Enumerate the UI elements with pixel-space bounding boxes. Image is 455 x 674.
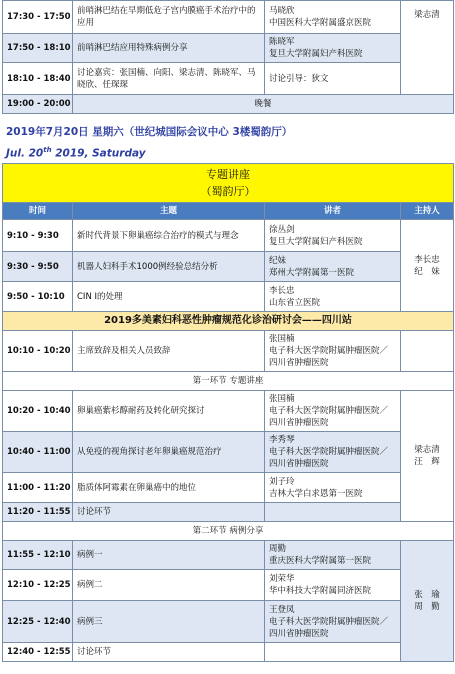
time-cell: 9:50 - 10:10 [3, 282, 73, 312]
speaker-cell [265, 601, 401, 643]
speaker-name: 张国楠 [269, 394, 295, 404]
table-row [3, 220, 454, 252]
speaker-name: 刘子玲 [269, 476, 295, 487]
table-row [3, 570, 454, 601]
topic-cell: 讨论环节 [73, 643, 265, 662]
time-cell: 10:10 - 10:20 [3, 331, 73, 372]
speaker-cell [265, 63, 401, 95]
conference-title: 2019多美素妇科恶性肿瘤规范化诊治研讨会——四川站 [3, 312, 454, 331]
speaker-affiliation: 电子科大医学院附属肿瘤医院／四川省肿瘤医院 [269, 616, 389, 639]
table-row [3, 1, 454, 34]
table-row [3, 34, 454, 63]
speaker-affiliation: 电子科大医学院附属肿瘤医院／四川省肿瘤医院 [269, 447, 389, 469]
host-name: 汪 辉 [414, 457, 440, 467]
speaker-affiliation: 重庆医科大学附属第一医院 [269, 556, 372, 566]
topic-cell: 从免疫的视角探讨老年卵巢癌规范治疗 [73, 432, 265, 473]
lecture-title: 专题讲座 [206, 168, 250, 181]
table-row [3, 643, 454, 662]
topic-cell: 前哨淋巴结在早期低危子宫内膜癌手术治疗中的应用 [73, 1, 265, 34]
time-cell: 11:00 - 11:20 [3, 473, 73, 503]
speaker-cell [265, 503, 401, 522]
speaker-cell [265, 643, 401, 662]
section-row [3, 522, 454, 541]
host-name: 梁志清 [414, 445, 440, 455]
speaker-cell [265, 473, 401, 503]
host-cell: 梁志清 [401, 1, 454, 95]
speaker-cell [265, 282, 401, 312]
topic-cell: CIN I的处理 [73, 282, 265, 312]
topic-cell: 病例一 [73, 541, 265, 570]
date-english-sup: th [43, 146, 52, 154]
col-host: 主持人 [401, 203, 454, 220]
date-heading [2, 120, 453, 158]
section-title: 第一环节 专题讲座 [3, 372, 454, 391]
speaker-affiliation: 山东省立医院 [269, 297, 321, 308]
speaker-name: 王登凤 [269, 604, 295, 615]
col-time: 时间 [3, 203, 73, 220]
speaker-cell [265, 1, 401, 34]
topic-cell: 新时代背景下卵巢癌综合治疗的模式与理念 [73, 220, 265, 252]
host-cell [401, 391, 454, 522]
speaker-cell [265, 541, 401, 570]
topic-cell: 主席致辞及相关人员致辞 [73, 331, 265, 372]
time-cell: 18:10 - 18:40 [3, 63, 73, 95]
col-speaker: 讲者 [265, 203, 401, 220]
time-cell: 10:40 - 11:00 [3, 432, 73, 473]
host-cell [401, 541, 454, 662]
time-cell: 11:55 - 12:10 [3, 541, 73, 570]
speaker-name: 李长忠 [269, 285, 295, 296]
speaker-affiliation: 复旦大学附属妇产科医院 [269, 236, 363, 247]
speaker-cell [265, 252, 401, 282]
speaker-cell [265, 432, 401, 473]
dinner-row [3, 95, 454, 114]
table-row [3, 473, 454, 503]
lecture-header [3, 164, 454, 203]
date-english-suffix: 2019, Saturday [51, 147, 146, 160]
time-cell: 19:00 - 20:00 [3, 95, 73, 114]
section-row [3, 372, 454, 391]
speaker-name: 陈晓军 [269, 37, 295, 47]
lecture-hall: （蜀韵厅） [200, 185, 256, 198]
host-name: 李长忠 [414, 254, 440, 265]
speaker-affiliation: 中国医科大学附属盛京医院 [269, 18, 372, 28]
time-cell: 9:30 - 9:50 [3, 252, 73, 282]
speaker-name: 刘荣华 [269, 574, 295, 584]
speaker-name: 张国楠 [269, 334, 295, 344]
topic-cell: 卵巢癌紫杉醇耐药及转化研究探讨 [73, 391, 265, 432]
date-english-prefix: Jul. 20 [6, 147, 44, 160]
speaker-affiliation: 复旦大学附属妇产科医院 [269, 49, 363, 59]
speaker-affiliation: 电子科大医学院附属肿瘤医院／四川省肿瘤医院 [269, 406, 389, 428]
topic-cell: 机器人妇科手术1000例经验总结分析 [73, 252, 265, 282]
table-row [3, 503, 454, 522]
speaker-cell [265, 34, 401, 63]
speaker-affiliation: 吉林大学白求恩第一医院 [269, 488, 363, 499]
table-row [3, 63, 454, 95]
speaker-cell [265, 331, 401, 372]
table-row [3, 252, 454, 282]
host-name: 张 瑜 [414, 590, 440, 600]
time-cell: 17:50 - 18:10 [3, 34, 73, 63]
topic-cell: 前哨淋巴结应用特殊病例分享 [73, 34, 265, 63]
speaker-affiliation: 郑州大学附属第一医院 [269, 267, 355, 278]
topic-cell: 脂质体阿霉素在卵巢癌中的地位 [73, 473, 265, 503]
table-row [3, 541, 454, 570]
speaker-affiliation: 电子科大医学院附属肿瘤医院／四川省肿瘤医院 [269, 346, 389, 368]
speaker-name: 李秀琴 [269, 435, 295, 445]
discussion-moderator: 讨论引导：狄文 [269, 73, 329, 84]
speaker-cell [265, 220, 401, 252]
time-cell: 17:30 - 17:50 [3, 1, 73, 34]
speaker-name: 马晓欣 [269, 6, 295, 16]
schedule-table [2, 163, 454, 662]
host-name: 纪 妹 [414, 266, 440, 277]
time-cell: 12:40 - 12:55 [3, 643, 73, 662]
speaker-name: 纪妹 [269, 255, 287, 266]
table-row [3, 282, 454, 312]
table-row [3, 432, 454, 473]
speaker-cell [265, 570, 401, 601]
host-cell [401, 220, 454, 312]
time-cell: 12:25 - 12:40 [3, 601, 73, 643]
time-cell: 11:20 - 11:55 [3, 503, 73, 522]
dinner-label: 晚餐 [73, 95, 454, 114]
time-cell: 12:10 - 12:25 [3, 570, 73, 601]
speaker-affiliation: 华中科技大学附属同济医院 [269, 586, 372, 596]
conference-title-row [3, 312, 454, 331]
topic-cell: 讨论嘉宾：张国楠、向阳、梁志清、陈晓军、马晓欣、任琛琛 [73, 63, 265, 95]
table-row [3, 601, 454, 643]
col-topic: 主题 [73, 203, 265, 220]
column-header-row [3, 203, 454, 220]
time-cell: 10:20 - 10:40 [3, 391, 73, 432]
lecture-header-row [3, 164, 454, 203]
date-chinese: 2019年7月20日 星期六（世纪城国际会议中心 3楼蜀韵厅） [6, 126, 293, 138]
time-cell: 9:10 - 9:30 [3, 220, 73, 252]
speaker-cell [265, 391, 401, 432]
section-title: 第二环节 病例分享 [3, 522, 454, 541]
speaker-name: 周勤 [269, 544, 287, 554]
topic-cell: 病例二 [73, 570, 265, 601]
previous-day-table [2, 0, 454, 114]
host-name: 周 勤 [414, 602, 440, 612]
topic-cell: 讨论环节 [73, 503, 265, 522]
date-english [6, 142, 453, 158]
table-row [3, 391, 454, 432]
topic-cell: 病例三 [73, 601, 265, 643]
table-row [3, 331, 454, 372]
speaker-name: 徐丛剑 [269, 224, 295, 235]
host-cell-empty [401, 331, 454, 372]
